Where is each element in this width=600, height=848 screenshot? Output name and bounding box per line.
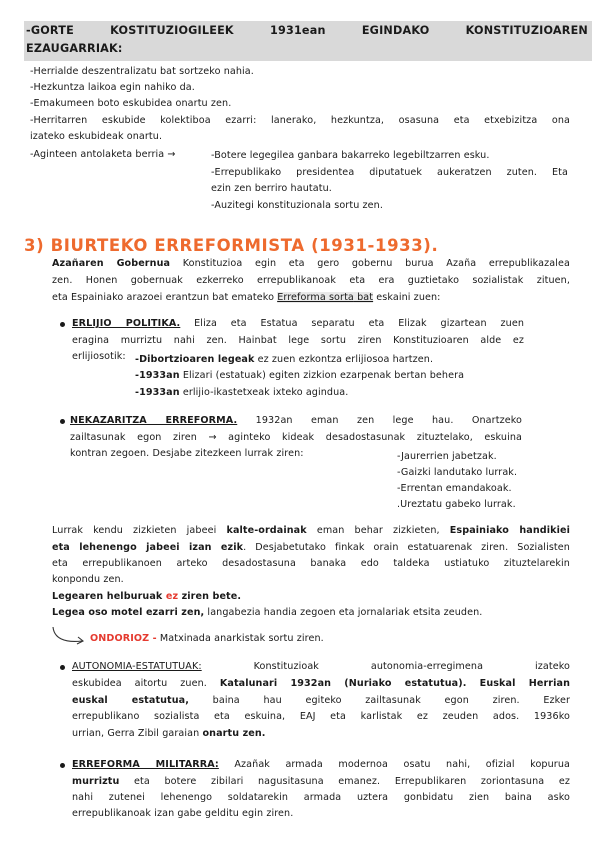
new-org-item-2-cont: ezin zen berriro hautatu.: [211, 183, 332, 194]
agrarian-title: NEKAZARITZA ERREFORMA.: [70, 415, 238, 426]
lands-line-1-pre: Lurrak kendu zizkieten jabeei: [52, 525, 227, 536]
autonomy-line-3-rest: baina hau egiteko zailtasunak egon ziren. Ezker: [189, 695, 570, 706]
ondorioz-line: [90, 631, 324, 647]
religious-line-1-rest: Eliza eta Estatua separatu eta Elizak gizartean zuen: [180, 318, 525, 329]
lands-line-6-rest: langabezia handia zegoen eta jornalariak etsita zeuden.: [204, 607, 483, 618]
curved-arrow-icon: [50, 624, 94, 648]
religious-sub-2: [135, 368, 464, 384]
religious-sub-3-rest: erlijio-ikastetxeak ixteko agindua.: [179, 387, 349, 398]
lands-line-3: eta errepublikanoen arteko desadostasuna banaka edo taldeka ustiatuko zituztelarekin: [52, 558, 570, 569]
agrarian-line-1-rest: 1932an eman zen lege hau. Onartzeko: [237, 415, 522, 426]
autonomy-line-2-pre: eskubidea aitortu zuen.: [72, 678, 220, 689]
intro-line-1-rest: Konstituzioa egin eta gero gobernu burua Azaña errepublikazalea: [170, 258, 570, 269]
feature-1: -Herrialde deszentralizatu bat sortzeko nahia.: [30, 66, 254, 77]
religious-sub-1-rest: ez zuen ezkontza erlijiosoa hartzen.: [254, 354, 434, 365]
autonomy-line-1: [72, 659, 570, 675]
religious-sub-3: [135, 385, 348, 401]
religious-line-3: erlijiosotik:: [72, 351, 126, 362]
feature-4: -Herritarren eskubide kolektiboa ezarri: lanerako, hezkuntza, osasuna eta etxebizitza ona: [30, 115, 570, 126]
lands-line-4: konpondu zen.: [52, 574, 124, 585]
land-type-4: .Ureztatu gabeko lurrak.: [397, 499, 516, 510]
section-title: 3) BIURTEKO ERREFORMISTA (1931-1933).: [24, 236, 439, 255]
military-line-4: errepublikanoak izan gabe gelditu egin ziren.: [72, 808, 294, 819]
military-line-1: [72, 757, 570, 773]
lands-line-5-bold-2: ziren bete.: [178, 591, 242, 602]
new-org-item-2: -Errepublikako presidentea diputatuek aukeratzen zuten. Eta: [211, 167, 568, 178]
lands-line-2-bold: eta lehenengo jabeei izan ezik: [52, 542, 244, 553]
bullet-icon: [60, 419, 65, 424]
lands-line-5-red: ez: [165, 591, 179, 602]
lands-line-6-bold: Legea oso motel ezarri zen,: [52, 607, 205, 618]
military-title: ERREFORMA MILITARRA:: [72, 759, 219, 770]
autonomy-line-5-pre: urrian, Gerra Zibil garaian: [72, 728, 203, 739]
intro-line-1: [52, 256, 570, 272]
header-line-1: -GORTE KOSTITUZIOGILEEK 1931ean EGINDAKO KONSTITUZIOAREN: [26, 24, 588, 37]
lands-line-2: [52, 540, 570, 556]
autonomy-line-1-rest: Konstituzioak autonomia-erregimena izateko: [201, 661, 570, 672]
military-line-2-bold: murriztu: [72, 776, 120, 787]
military-line-2: [72, 774, 570, 790]
lands-bold-2: Espainiako handikiei: [449, 525, 571, 536]
lands-line-1: [52, 523, 570, 539]
ondorioz-label: ONDORIOZ -: [90, 633, 157, 644]
military-line-1-rest: Azañak armada modernoa osatu nahi, ofizial kopurua: [218, 759, 570, 770]
autonomy-line-2-bold: Katalunari 1932an (Nuriako estatutua). Euskal Herrian: [219, 678, 570, 689]
feature-2: -Hezkuntza laikoa egin nahiko da.: [30, 82, 195, 93]
lands-line-5-bold-1: Legearen helburuak: [52, 591, 166, 602]
feature-4-cont: izateko eskubideak onartu.: [30, 131, 163, 142]
land-type-3: -Errentan emandakoak.: [397, 483, 512, 494]
lands-line-5: [52, 589, 241, 605]
bullet-icon: [60, 322, 65, 327]
military-line-3: nahi zutenei lehenengo soldatarekin armada uztera gonbidatu zien baina asko: [72, 792, 570, 803]
autonomy-line-3: [72, 693, 570, 709]
land-type-1: -Jaurerrien jabetzak.: [397, 451, 497, 462]
lands-line-1-mid: eman behar zizkieten,: [306, 525, 450, 536]
new-org-label: -Aginteen antolaketa berria →: [30, 149, 176, 160]
religious-sub-2-rest: Elizari (estatuak) egiten zizkion ezarpenak bertan behera: [179, 370, 465, 381]
military-line-2-rest: eta botere zibilari nagusitasuna emanez. Errepublikaren zoriontasuna ez: [119, 776, 570, 787]
new-org-item-3: -Auzitegi konstituzionala sortu zen.: [211, 200, 383, 211]
autonomy-line-5: [72, 726, 266, 742]
erreforma-sorta-text: Erreforma sorta: [277, 292, 354, 303]
religious-title: ERLIJIO POLITIKA.: [72, 318, 181, 329]
header-line-2: EZAUGARRIAK:: [26, 42, 123, 55]
land-type-2: -Gaizki landutako lurrak.: [397, 467, 518, 478]
intro-line-3: [52, 290, 441, 306]
ondorioz-text: Matxinada anarkistak sortu ziren.: [156, 633, 324, 644]
erreforma-sorta-bat: bat: [353, 292, 374, 303]
lands-line-2-rest: . Desjabetutako finkak orain estatuarenak ziren. Sozialisten: [243, 542, 570, 553]
lands-line-6: [52, 605, 482, 621]
agrarian-line-2: zailtasunak egon ziren → aginteko kideak desadostasunak zituztelako, eskuina: [70, 432, 522, 443]
feature-3: -Emakumeen boto eskubidea onartu zen.: [30, 98, 232, 109]
lands-bold-1: kalte-ordainak: [226, 525, 307, 536]
agrarian-line-3: kontran zegoen. Desjabe zitezkeen lurrak ziren:: [70, 448, 304, 459]
intro-line-2: zen. Honen gobernuak ezkerreko errepublikanoak eta era guztietako sozialistak zituen,: [52, 275, 570, 286]
intro-line-3-post: eskaini zuen:: [373, 292, 441, 303]
bullet-icon: [60, 763, 65, 768]
erreforma-sorta-highlight: [277, 292, 373, 303]
religious-sub-3-bold: -1933an: [135, 387, 180, 398]
bullet-icon: [60, 665, 65, 670]
intro-bold: Azañaren Gobernua: [52, 258, 171, 269]
intro-line-3-pre: eta Espainiako arazoei erantzun bat emateko: [52, 292, 278, 303]
autonomy-line-2: [72, 676, 570, 692]
autonomy-line-3-bold: euskal estatutua,: [72, 695, 189, 706]
religious-line-2: eragina murriztu nahi zen. Hainbat lege sortu ziren Konstituzioaren alde ez: [72, 335, 524, 346]
autonomy-line-5-bold: onartu zen.: [202, 728, 266, 739]
religious-sub-2-bold: -1933an: [135, 370, 180, 381]
agrarian-line-1: [70, 413, 522, 429]
religious-sub-1: [135, 352, 433, 368]
religious-line-1: [72, 316, 524, 332]
new-org-item-1: -Botere legegilea ganbara bakarreko legebiltzarren esku.: [211, 150, 490, 161]
religious-sub-1-bold: -Dibortzioaren legeak: [135, 354, 255, 365]
autonomy-line-4: errepublikano sozialista eta eskuina, EAJ eta karlistak ez zeuden ados. 1936ko: [72, 711, 570, 722]
autonomy-title: AUTONOMIA-ESTATUTUAK:: [72, 661, 202, 672]
